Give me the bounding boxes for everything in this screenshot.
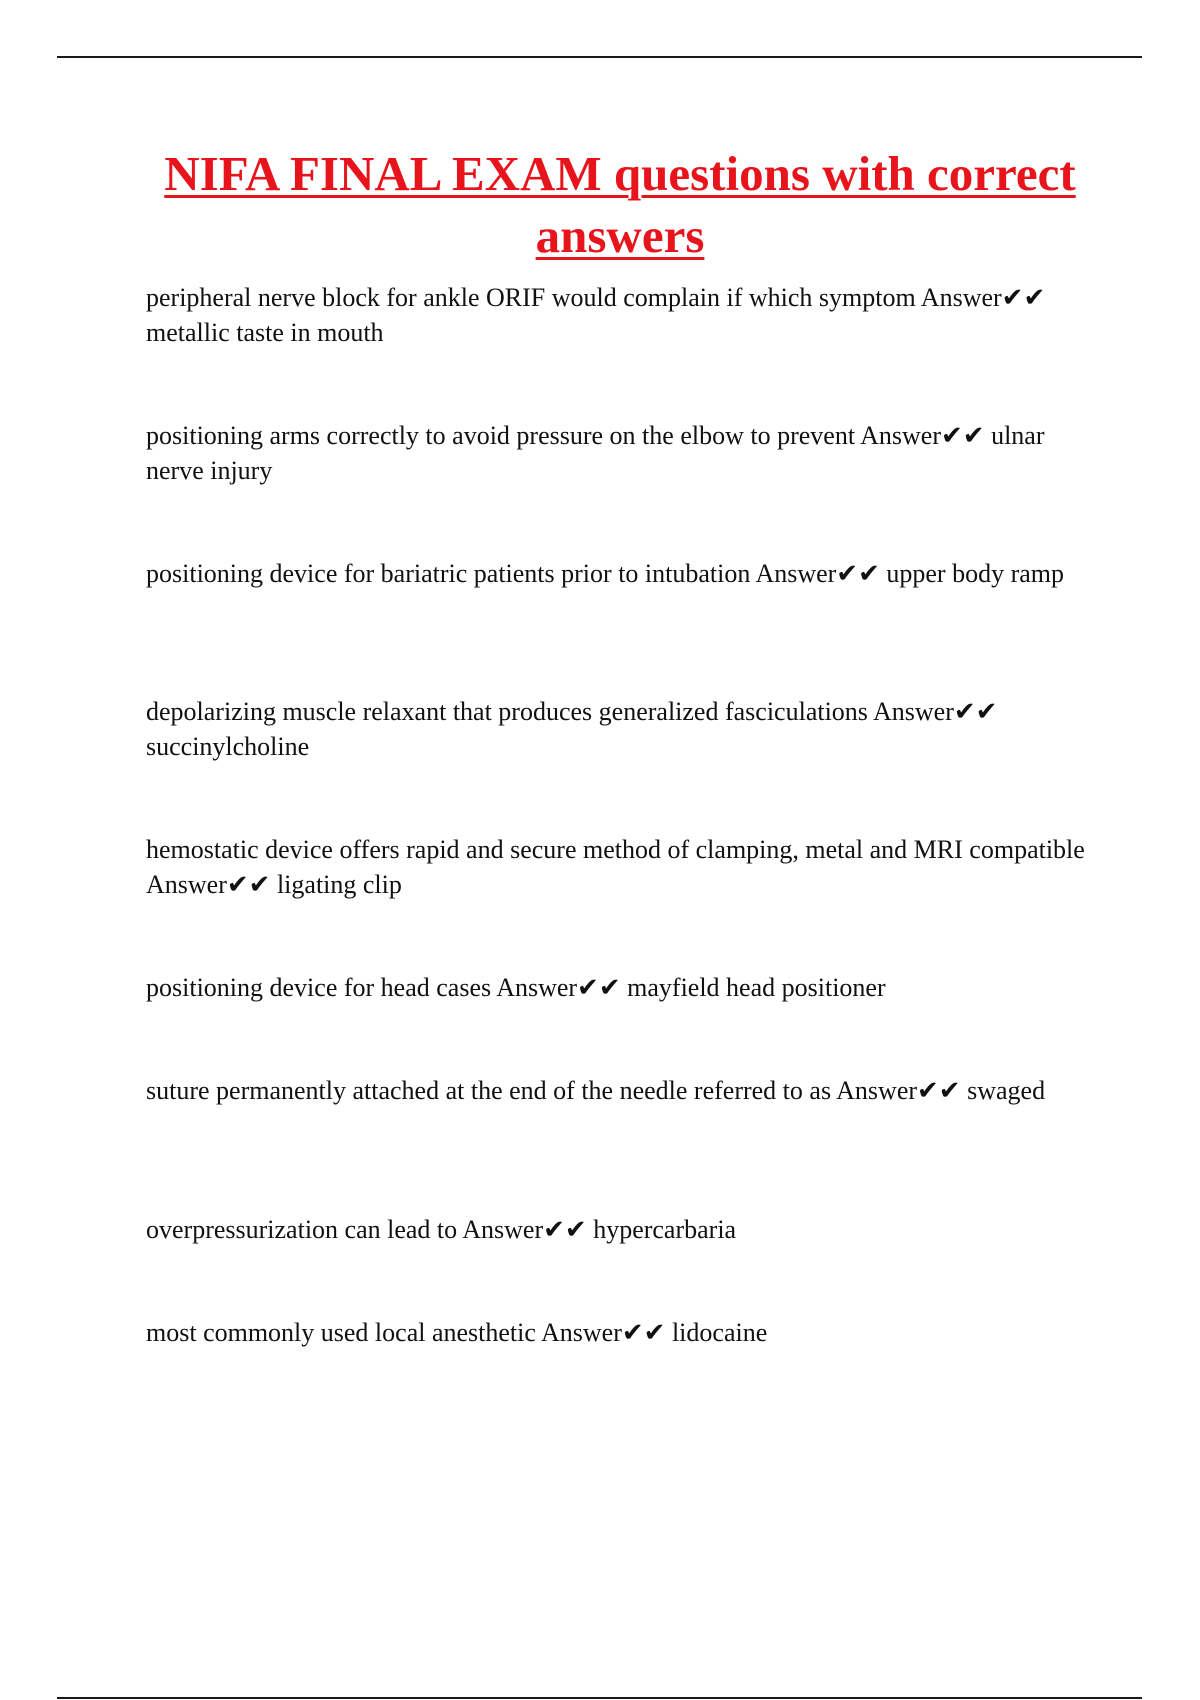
document-title: NIFA FINAL EXAM questions with correct answers — [164, 146, 1076, 263]
answer-label: Answer✔✔ — [146, 870, 271, 899]
qa-item — [146, 1212, 1086, 1247]
question-text: most commonly used local anesthetic — [146, 1318, 536, 1347]
answer-label: Answer✔✔ — [873, 697, 998, 726]
question-text: positioning device for bariatric patients prior to intubation — [146, 559, 751, 588]
question-text: overpressurization can lead to — [146, 1215, 458, 1244]
answer-text: hypercarbaria — [593, 1215, 737, 1244]
question-text: positioning device for head cases — [146, 973, 492, 1002]
bottom-rule — [57, 1697, 1142, 1699]
answer-text: ulnar nerve injury — [146, 421, 1045, 485]
qa-item — [146, 556, 1086, 591]
answer-label: Answer✔✔ — [462, 1215, 587, 1244]
answer-text: mayfield head positioner — [627, 973, 886, 1002]
question-text: peripheral nerve block for ankle ORIF would complain if which symptom — [146, 283, 916, 312]
question-text: suture permanently attached at the end of the needle referred to as — [146, 1076, 832, 1105]
qa-item — [146, 1073, 1086, 1108]
answer-text: lidocaine — [671, 1318, 768, 1347]
qa-item — [146, 970, 1086, 1005]
qa-item — [146, 418, 1086, 488]
qa-item — [146, 694, 1086, 764]
answer-label: Answer✔✔ — [920, 283, 1046, 312]
answer-label: Answer✔✔ — [836, 1076, 961, 1105]
answer-text: metallic taste in mouth — [146, 318, 384, 347]
answer-text: succinylcholine — [146, 732, 310, 761]
question-text: depolarizing muscle relaxant that produces generalized fasciculations — [146, 697, 868, 726]
answer-text: ligating clip — [276, 870, 402, 899]
answer-label: Answer✔✔ — [496, 973, 621, 1002]
answer-label: Answer✔✔ — [755, 559, 880, 588]
answer-text: upper body ramp — [886, 559, 1065, 588]
question-text: hemostatic device offers rapid and secure method of clamping, metal and MRI compatible — [146, 835, 1085, 864]
qa-item — [146, 832, 1086, 902]
answer-label: Answer✔✔ — [541, 1318, 666, 1347]
qa-item — [146, 280, 1086, 350]
qa-item — [146, 1315, 1086, 1350]
question-text: positioning arms correctly to avoid pressure on the elbow to prevent — [146, 421, 856, 450]
answer-label: Answer✔✔ — [860, 421, 985, 450]
top-rule — [57, 56, 1142, 58]
answer-text: swaged — [967, 1076, 1046, 1105]
